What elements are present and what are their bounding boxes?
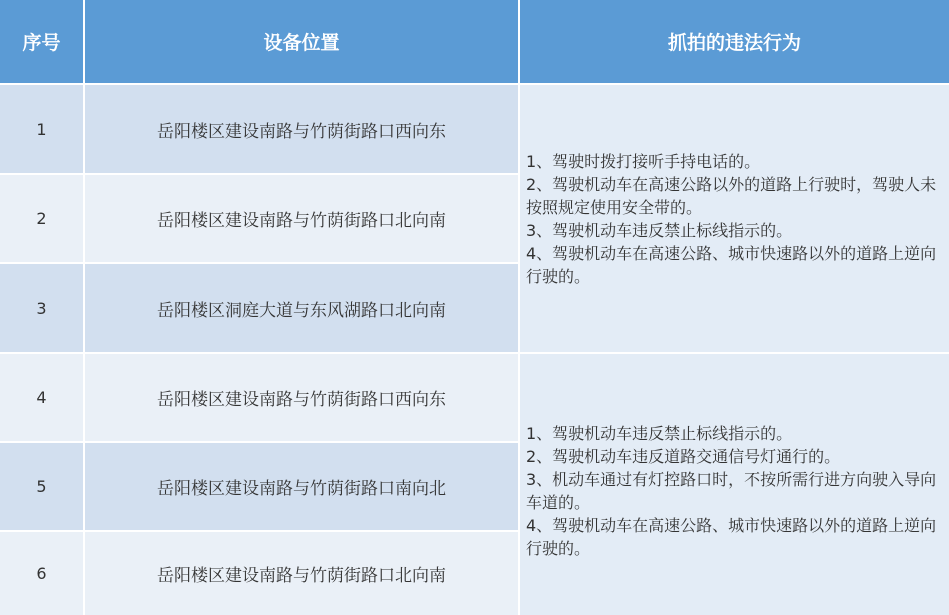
row-number: 3 [0,264,83,352]
row-number: 1 [0,85,83,173]
row-number: 6 [0,532,83,615]
row-number: 2 [0,175,83,262]
violation-line: 1、驾驶机动车违反禁止标线指示的。 [526,423,793,443]
row-location: 岳阳楼区建设南路与竹荫街路口北向南 [85,532,518,615]
row-location: 岳阳楼区建设南路与竹荫街路口西向东 [85,354,518,441]
violation-line: 1、驾驶时拨打接听手持电话的。 [526,151,761,171]
row-number: 5 [0,443,83,530]
row-location: 岳阳楼区洞庭大道与东风湖路口北向南 [85,264,518,352]
row-number: 4 [0,354,83,441]
violation-line: 4、驾驶机动车在高速公路、城市快速路以外的道路上逆向行驶的。 [526,515,937,558]
violation-line: 2、驾驶机动车违反道路交通信号灯通行的。 [526,446,841,466]
violation-line: 4、驾驶机动车在高速公路、城市快速路以外的道路上逆向行驶的。 [526,243,937,286]
violation-line: 2、驾驶机动车在高速公路以外的道路上行驶时，驾驶人未按照规定使用安全带的。 [526,174,937,217]
violation-group-1 [520,85,949,352]
violation-line: 3、驾驶机动车违反禁止标线指示的。 [526,220,793,240]
row-location: 岳阳楼区建设南路与竹荫街路口北向南 [85,175,518,262]
header-location: 设备位置 [85,0,518,83]
violation-line: 3、机动车通过有灯控路口时，不按所需行进方向驶入导向车道的。 [526,469,937,512]
violation-group-2 [520,354,949,615]
row-location: 岳阳楼区建设南路与竹荫街路口南向北 [85,443,518,530]
header-violation: 抓拍的违法行为 [520,0,949,83]
header-number: 序号 [0,0,83,83]
row-location: 岳阳楼区建设南路与竹荫街路口西向东 [85,85,518,173]
